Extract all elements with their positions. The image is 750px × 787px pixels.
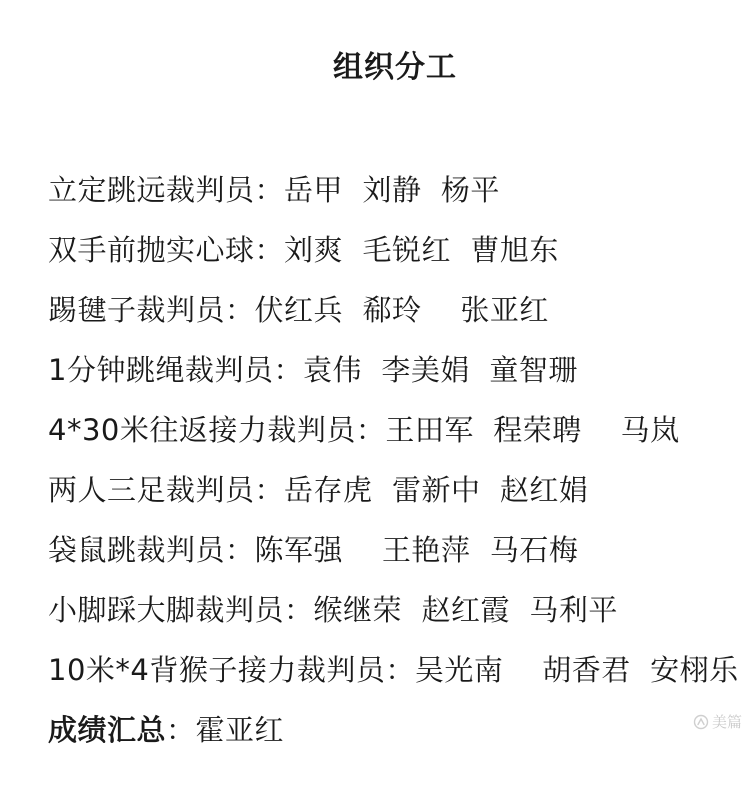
role-label: 小脚踩大脚裁判员： [48,593,314,627]
list-item [48,586,748,646]
list-item [48,646,748,706]
assignee-names: 吴光南 胡香君 安栩乐 [414,653,739,687]
assignee-names: 刘爽 毛锐红 曹旭东 [284,233,559,267]
list-item [48,466,748,526]
assignee-names: 王田军 程荣聘 马岚 [385,413,680,447]
summary-separator: ： [166,713,196,747]
role-label: 踢毽子裁判员： [48,293,255,327]
role-label: 双手前抛实心球： [48,233,285,267]
role-label: 10米*4背猴子接力裁判员： [48,653,415,687]
assignee-names: 缑继荣 赵红霞 马利平 [313,593,618,627]
role-label: 1分钟跳绳裁判员： [48,353,303,387]
page-title: 组织分工 [333,50,457,85]
list-item [48,346,748,406]
list-item [48,526,748,586]
list-item [48,166,748,226]
role-label: 4*30米往返接力裁判员： [48,413,386,447]
assignee-names: 伏红兵 郗玲 张亚红 [254,293,549,327]
assignee-names: 霍亚红 [195,713,285,747]
list-item [48,286,748,346]
assignee-names: 袁伟 李美娟 童智珊 [302,353,578,387]
list-item [48,406,748,466]
assignment-list [48,166,748,766]
role-label: 立定跳远裁判员： [48,173,285,207]
watermark [693,712,742,732]
list-item [48,226,748,286]
watermark-text: 美篇 [711,713,742,731]
meipian-logo-icon [693,714,709,730]
summary-label: 成绩汇总 [48,713,167,747]
assignee-names: 岳存虎 雷新中 赵红娟 [284,473,589,507]
role-label: 两人三足裁判员： [48,473,285,507]
role-label: 袋鼠跳裁判员： [48,533,255,567]
assignee-names: 岳甲 刘静 杨平 [284,173,500,207]
list-item-summary [48,706,748,766]
assignee-names: 陈军强 王艳萍 马石梅 [254,533,579,567]
